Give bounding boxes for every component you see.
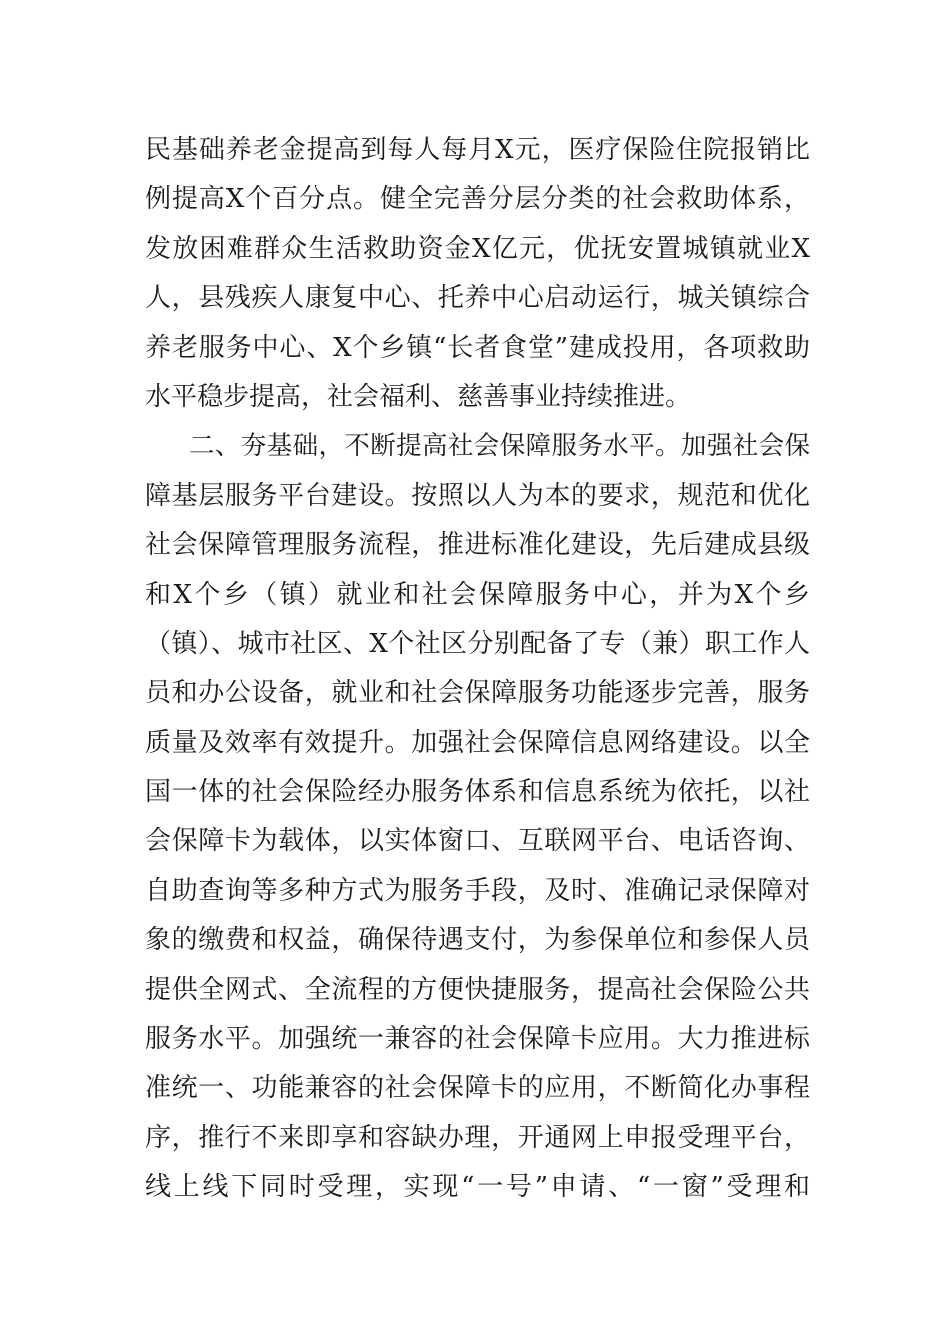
text-line: 线上线下同时受理，实现“一号”申请、“一窗”受理和	[145, 1172, 810, 1203]
text-line: （镇）、城市社区、X个社区分别配备了专（兼）职工作人	[145, 628, 810, 659]
text-line: 发放困难群众生活救助资金X亿元，优抚安置城镇就业X	[145, 233, 810, 264]
text-line: 会保障卡为载体，以实体窗口、互联网平台、电话咨询、	[145, 826, 810, 857]
text-line: 社会保障管理服务流程，推进标准化建设，先后建成县级	[145, 530, 810, 561]
text-line: 自助查询等多种方式为服务手段，及时、准确记录保障对	[145, 875, 810, 906]
text-line: 提供全网式、全流程的方便快捷服务，提高社会保险公共	[145, 974, 810, 1005]
body-text	[145, 126, 810, 1213]
text-line: 水平稳步提高，社会福利、慈善事业持续推进。	[145, 381, 692, 412]
text-line: 员和办公设备，就业和社会保障服务功能逐步完善，服务	[145, 678, 810, 709]
text-line: 例提高X个百分点。健全完善分层分类的社会救助体系，	[145, 184, 810, 215]
text-line: 人，县残疾人康复中心、托养中心启动运行，城关镇综合	[145, 283, 810, 314]
text-line: 民基础养老金提高到每人每月X元，医疗保险住院报销比	[145, 135, 810, 165]
text-line: 国一体的社会保险经办服务体系和信息系统为依托，以社	[145, 777, 810, 808]
text-line: 服务水平。加强统一兼容的社会保障卡应用。大力推进标	[145, 1024, 810, 1055]
text-line: 质量及效率有效提升。加强社会保障信息网络建设。以全	[145, 727, 810, 758]
section-heading-line: 二、夯基础，不断提高社会保障服务水平。加强社会保	[189, 431, 810, 462]
text-line: 象的缴费和权益，确保待遇支付，为参保单位和参保人员	[145, 925, 810, 956]
text-line: 养老服务中心、X个乡镇“长者食堂”建成投用，各项救助	[145, 332, 810, 363]
text-line: 序，推行不来即享和容缺办理，开通网上申报受理平台，	[145, 1122, 810, 1153]
text-line: 准统一、功能兼容的社会保障卡的应用，不断简化办事程	[145, 1073, 810, 1104]
text-line: 和X个乡（镇）就业和社会保障服务中心，并为X个乡	[145, 579, 810, 610]
text-line: 障基层服务平台建设。按照以人为本的要求，规范和优化	[145, 480, 810, 511]
